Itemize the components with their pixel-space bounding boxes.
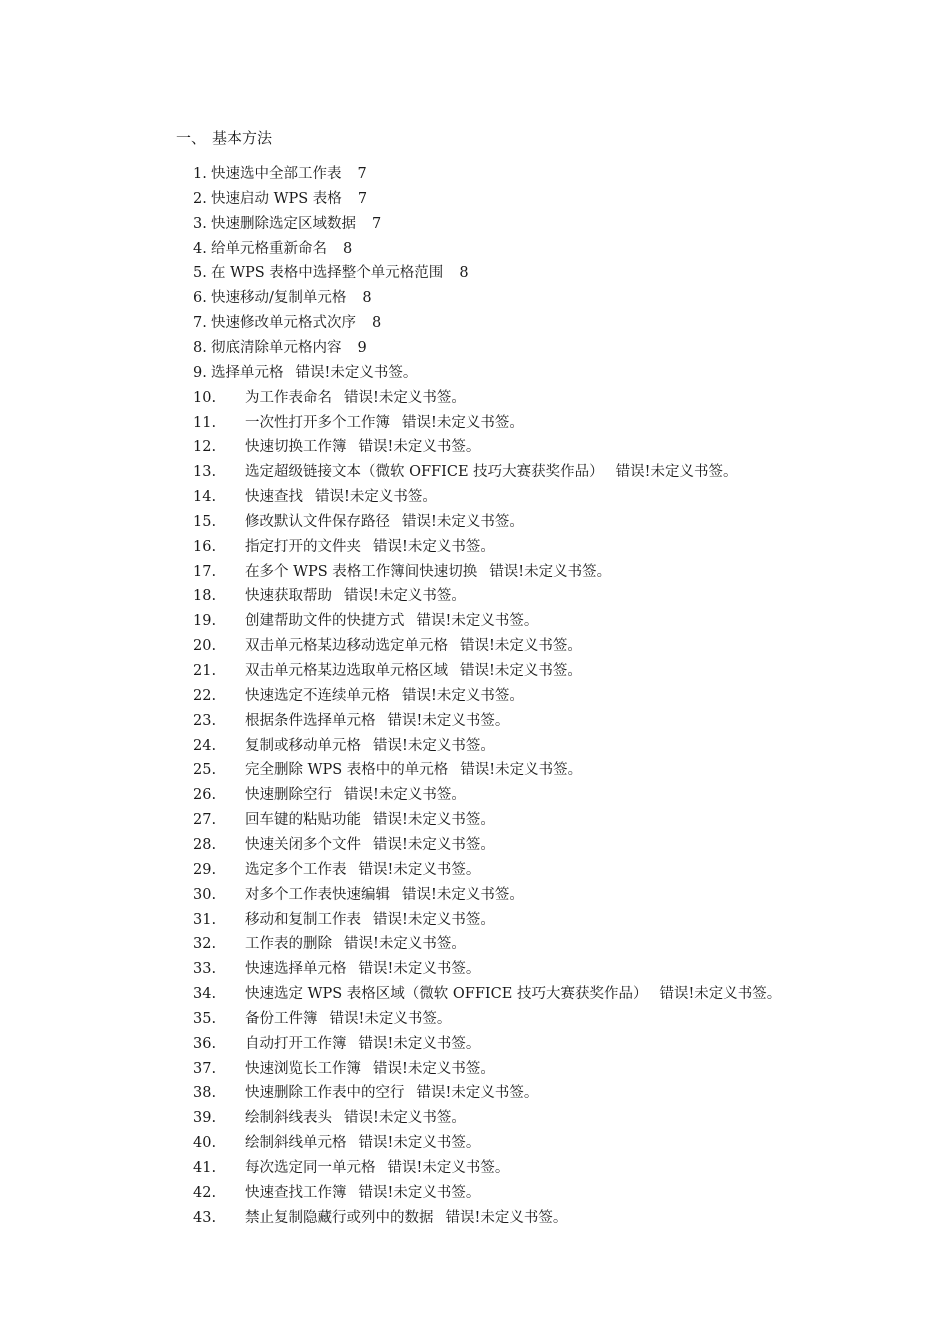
toc-entry-title: 双击单元格某边选取单元格区域 — [245, 663, 448, 679]
toc-entry-page: 错误!未定义书签。 — [315, 489, 437, 506]
toc-entry-title: 绘制斜线单元格 — [245, 1135, 347, 1152]
toc-entry-title: 绘制斜线表头 — [245, 1110, 332, 1127]
toc-entry-number: 35. — [193, 1010, 217, 1027]
toc-entry-title: 彻底清除单元格内容 — [211, 339, 342, 356]
toc-entry-number: 36. — [193, 1035, 217, 1052]
toc-entry-text — [245, 1007, 451, 1032]
toc-entry-title: 快速删除工作表中的空行 — [245, 1085, 405, 1102]
toc-entry-title: 快速选择单元格 — [245, 961, 347, 978]
toc-entry-number: 28. — [193, 836, 217, 853]
toc-entry-page: 错误!未定义书签。 — [387, 712, 510, 729]
toc-entry-title: 快速移动/复制单元格 — [211, 290, 347, 307]
toc-entry-text — [245, 460, 737, 485]
toc-entry-number: 19. — [193, 613, 217, 630]
toc-entry-text — [211, 336, 367, 361]
toc-entry-number: 2. — [193, 190, 207, 207]
toc-entry-title: 给单元格重新命名 — [211, 240, 327, 257]
toc-entry-page: 错误!未定义书签。 — [489, 563, 612, 580]
toc-entry-text — [245, 883, 524, 908]
toc-entry-text — [245, 758, 582, 783]
toc-entry-page: 错误!未定义书签。 — [373, 538, 495, 555]
toc-entry-page: 错误!未定义书签。 — [387, 1160, 510, 1176]
toc-entry-number: 23. — [193, 712, 217, 729]
toc-entry-number: 20. — [193, 638, 217, 655]
toc-entry-page: 错误!未定义书签。 — [344, 1110, 466, 1127]
toc-entry-text — [245, 510, 524, 535]
toc-entry-title: 快速删除空行 — [245, 787, 332, 804]
toc-entry-text — [211, 286, 372, 311]
section-heading — [176, 128, 272, 148]
toc-entry-title: 为工作表命名 — [245, 389, 332, 406]
toc-entry-title: 对多个工作表快速编辑 — [245, 886, 390, 903]
toc-entry-title: 快速修改单元格式次序 — [211, 315, 356, 332]
toc-entry-title: 双击单元格某边移动选定单元格 — [245, 638, 448, 655]
toc-entry-number: 26. — [193, 787, 217, 804]
toc-entry-number: 34. — [193, 986, 217, 1003]
toc-entry-title: 复制或移动单元格 — [245, 737, 361, 754]
toc-entry-text — [245, 1081, 538, 1106]
toc-entry-text — [245, 659, 582, 684]
section-title: 基本方法 — [212, 129, 273, 147]
toc-entry-title: 每次选定同一单元格 — [245, 1160, 376, 1176]
toc-entry-number: 31. — [193, 911, 217, 928]
toc-entry-title: 在 WPS 表格中选择整个单元格范围 — [211, 265, 444, 282]
toc-entry-page: 错误!未定义书签。 — [460, 638, 582, 655]
toc-entry-title: 快速切换工作簿 — [245, 439, 347, 456]
toc-entry-title: 移动和复制工作表 — [245, 911, 361, 928]
toc-entry-title: 快速查找工作簿 — [245, 1184, 347, 1201]
toc-entry-title: 快速选定不连续单元格 — [245, 687, 390, 704]
toc-entry-number: 37. — [193, 1060, 217, 1077]
toc-entry-number: 42. — [193, 1184, 217, 1201]
toc-entry-text — [245, 1131, 480, 1156]
toc-entry-title: 快速获取帮助 — [245, 588, 332, 605]
toc-entry-page: 8 — [362, 290, 372, 307]
toc-entry-title: 工作表的删除 — [245, 936, 332, 953]
toc-entry-page: 错误!未定义书签。 — [615, 464, 738, 481]
toc-entry-page: 错误!未定义书签。 — [659, 986, 782, 1003]
toc-entry-title: 选定多个工作表 — [245, 861, 347, 878]
toc-entry-page: 错误!未定义书签。 — [358, 1035, 481, 1052]
toc-entry-number: 32. — [193, 936, 217, 953]
toc-entry-page: 错误!未定义书签。 — [344, 389, 466, 406]
toc-entry-page: 错误!未定义书签。 — [460, 663, 582, 679]
toc-entry-page: 错误!未定义书签。 — [344, 936, 466, 953]
toc-entry-text — [245, 560, 611, 585]
toc-entry-number: 40. — [193, 1135, 217, 1152]
toc-entry-title: 快速启动 WPS 表格 — [211, 190, 342, 207]
toc-entry-page: 错误!未定义书签。 — [358, 1184, 481, 1201]
toc-entry-page: 8 — [459, 265, 469, 282]
toc-entry-title: 快速浏览长工作簿 — [245, 1060, 361, 1077]
toc-entry-number: 24. — [193, 737, 217, 754]
toc-entry-page: 错误!未定义书签。 — [373, 836, 495, 853]
toc-entry-page: 错误!未定义书签。 — [344, 588, 466, 605]
toc-entry-number: 9. — [193, 364, 207, 381]
toc-entry-text — [245, 634, 582, 659]
toc-entry-title: 完全删除 WPS 表格中的单元格 — [245, 762, 449, 779]
toc-entry-text — [245, 833, 495, 858]
toc-entry-title: 快速选中全部工作表 — [211, 166, 342, 182]
toc-entry-text — [245, 1156, 509, 1181]
toc-entry-number: 16. — [193, 538, 217, 555]
toc-entry-text — [245, 435, 480, 460]
toc-entry-page: 错误!未定义书签。 — [402, 513, 524, 530]
toc-entry-text — [245, 808, 495, 833]
toc-entry-text — [245, 1206, 567, 1231]
toc-entry-number: 11. — [193, 414, 217, 431]
toc-entry-page: 错误!未定义书签。 — [295, 364, 418, 381]
toc-entry-page: 错误!未定义书签。 — [373, 812, 495, 829]
toc-entry-title: 备份工件簿 — [245, 1010, 318, 1027]
toc-entry-number: 39. — [193, 1110, 217, 1127]
toc-entry-title: 选择单元格 — [211, 364, 284, 381]
toc-entry-title: 快速删除选定区域数据 — [211, 215, 356, 232]
toc-entry-page: 7 — [357, 166, 367, 182]
toc-entry-page: 错误!未定义书签。 — [416, 613, 539, 630]
toc-entry-number: 10. — [193, 389, 217, 406]
toc-entry-title: 在多个 WPS 表格工作簿间快速切换 — [245, 563, 478, 580]
toc-entry-number: 15. — [193, 513, 217, 530]
toc-entry-title: 自动打开工作簿 — [245, 1035, 347, 1052]
toc-entry-text — [245, 609, 538, 634]
toc-entry-text — [245, 709, 509, 734]
toc-entry-text — [245, 982, 781, 1007]
toc-entry-number: 25. — [193, 762, 217, 779]
toc-entry-number: 1. — [193, 166, 207, 182]
toc-entry-title: 指定打开的文件夹 — [245, 538, 361, 555]
toc-entry-text — [245, 734, 495, 759]
toc-entry-page: 错误!未定义书签。 — [344, 787, 466, 804]
toc-entry-text — [245, 1032, 480, 1057]
toc-entry-text — [245, 411, 524, 436]
toc-entry-page: 错误!未定义书签。 — [460, 762, 583, 779]
toc-entry-text — [211, 187, 367, 212]
toc-entry-number: 5. — [193, 265, 207, 282]
toc-entry-text — [245, 684, 524, 709]
toc-entry-text — [211, 237, 352, 262]
toc-entry-number: 7. — [193, 315, 207, 332]
toc-entry-page: 9 — [357, 339, 367, 356]
toc-entry-text — [211, 361, 417, 386]
toc-entry-title: 禁止复制隐藏行或列中的数据 — [245, 1209, 434, 1226]
toc-entry-number: 22. — [193, 687, 217, 704]
toc-entry-number: 17. — [193, 563, 217, 580]
toc-entry-page: 8 — [372, 315, 382, 332]
toc-entry-page: 错误!未定义书签。 — [358, 861, 481, 878]
toc-entry-page: 错误!未定义书签。 — [416, 1085, 539, 1102]
toc-entry-number: 3. — [193, 215, 207, 232]
toc-entry-page: 7 — [357, 190, 368, 207]
toc-entry-title: 创建帮助文件的快捷方式 — [245, 613, 405, 630]
toc-entry-title: 一次性打开多个工作簿 — [245, 414, 390, 431]
toc-entry-text — [245, 957, 480, 982]
toc-entry-page: 错误!未定义书签。 — [329, 1010, 452, 1027]
toc-entry-text — [245, 485, 437, 510]
toc-entry-number: 4. — [193, 240, 207, 257]
toc-entry-number: 27. — [193, 812, 217, 829]
toc-entry-page: 错误!未定义书签。 — [402, 886, 524, 903]
toc-entry-text — [211, 162, 367, 187]
toc-entry-page: 8 — [343, 240, 353, 257]
toc-entry-page: 错误!未定义书签。 — [373, 1060, 495, 1077]
toc-entry-page: 错误!未定义书签。 — [358, 439, 481, 456]
toc-entry-page: 错误!未定义书签。 — [402, 687, 524, 704]
toc-entry-number: 29. — [193, 861, 217, 878]
toc-entry-title: 回车键的粘贴功能 — [245, 812, 361, 829]
toc-entry-text — [211, 311, 381, 336]
toc-entry-number: 30. — [193, 886, 217, 903]
toc-entry-title: 快速关闭多个文件 — [245, 836, 361, 853]
toc-entry-text — [245, 535, 495, 560]
toc-entry-number: 12. — [193, 439, 217, 456]
toc-entry-text — [211, 261, 469, 286]
toc-entry-number: 33. — [193, 961, 217, 978]
toc-entry-title: 根据条件选择单元格 — [245, 712, 376, 729]
section-number: 一、 — [176, 129, 207, 147]
toc-entry-text — [245, 1106, 466, 1131]
toc-entry-page: 错误!未定义书签。 — [373, 911, 495, 928]
toc-entry-number: 18. — [193, 588, 217, 605]
toc-entry-page: 7 — [372, 215, 382, 232]
toc-entry-number: 38. — [193, 1085, 217, 1102]
toc-entry-number: 13. — [193, 464, 217, 481]
toc-entry-text — [245, 932, 466, 957]
toc-entry-number: 43. — [193, 1209, 217, 1226]
toc-entry-title: 修改默认文件保存路径 — [245, 513, 390, 530]
toc-entry-number: 6. — [193, 290, 207, 307]
toc-entry-title: 快速查找 — [245, 489, 303, 506]
toc-entry-text — [245, 584, 466, 609]
toc-entry-page: 错误!未定义书签。 — [358, 961, 481, 978]
toc-entry-text — [245, 783, 466, 808]
toc-entry-text — [211, 212, 381, 237]
toc-entry-number: 8. — [193, 339, 207, 356]
toc-entry-page: 错误!未定义书签。 — [445, 1209, 568, 1226]
toc-entry-page: 错误!未定义书签。 — [373, 737, 495, 754]
toc-entry-text — [245, 1181, 480, 1206]
toc-entry-number: 21. — [193, 663, 217, 679]
toc-entry-page: 错误!未定义书签。 — [358, 1135, 481, 1152]
toc-entry-text — [245, 386, 466, 411]
toc-entry-page: 错误!未定义书签。 — [402, 414, 524, 431]
toc-entry-text — [245, 858, 480, 883]
toc-entry-number: 41. — [193, 1160, 217, 1176]
toc-entry-number: 14. — [193, 489, 217, 506]
toc-entry-title: 快速选定 WPS 表格区域（微软 OFFICE 技巧大赛获奖作品） — [245, 986, 648, 1003]
toc-entry-title: 选定超级链接文本（微软 OFFICE 技巧大赛获奖作品） — [245, 464, 604, 481]
toc-entry-text — [245, 908, 495, 933]
toc-entry-text — [245, 1057, 495, 1082]
